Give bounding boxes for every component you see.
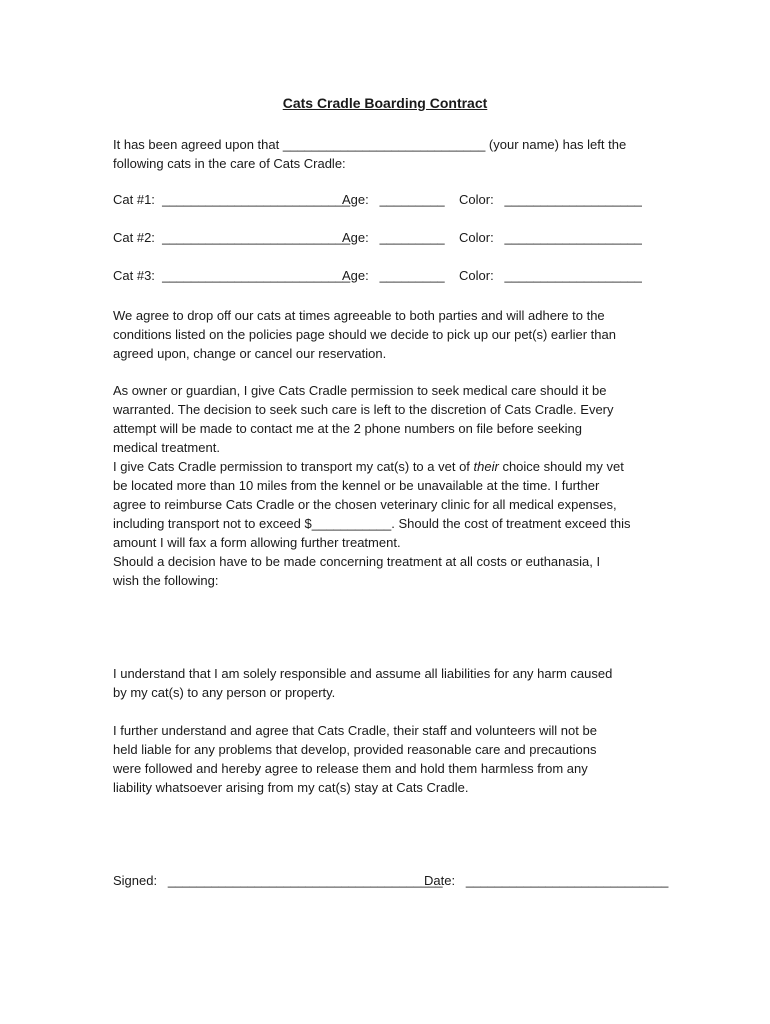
cat-color-field[interactable]: Color: ___________________ (459, 192, 642, 207)
cat-age-field[interactable]: Age: _________ (342, 192, 445, 207)
paragraph-line: I understand that I am solely responsible and assume all liabilities for any harm caused (113, 666, 613, 681)
paragraph-line: medical treatment. (113, 440, 220, 455)
paragraph-line: conditions listed on the policies page should we decide to pick up our pet(s) earlier than (113, 327, 616, 342)
paragraph-line: be located more than 10 miles from the kennel or be unavailable at the time. I further (113, 478, 600, 493)
paragraph-line: As owner or guardian, I give Cats Cradle permission to seek medical care should it be (113, 383, 607, 398)
date-field[interactable]: Date: ____________________________ (424, 873, 669, 888)
paragraph-line: by my cat(s) to any person or property. (113, 685, 336, 700)
paragraph-line: amount I will fax a form allowing further treatment. (113, 535, 401, 550)
paragraph-line: attempt will be made to contact me at the 2 phone numbers on file before seeking (113, 421, 582, 436)
paragraph-line: agreed upon, change or cancel our reservation. (113, 346, 387, 361)
paragraph-line: We agree to drop off our cats at times agreeable to both parties and will adhere to the (113, 308, 605, 323)
cat-row-1 (113, 192, 673, 212)
cat-age-field[interactable]: Age: _________ (342, 268, 445, 283)
signature-row (113, 873, 673, 893)
paragraph-line: including transport not to exceed $___________. Should the cost of treatment exceed this (113, 516, 631, 531)
paragraph-line: warranted. The decision to seek such care is left to the discretion of Cats Cradle. Every (113, 402, 614, 417)
paragraph-line: I further understand and agree that Cats Cradle, their staff and volunteers will not be (113, 723, 597, 738)
intro-paragraph (113, 135, 658, 173)
paragraph-line: liability whatsoever arising from my cat(s) stay at Cats Cradle. (113, 780, 469, 795)
paragraph-line: were followed and hereby agree to release them and hold them harmless from any (113, 761, 588, 776)
cat-name-field[interactable]: Cat #2: __________________________ (113, 230, 351, 245)
transport-text: choice should my vet (498, 459, 624, 474)
cat-color-field[interactable]: Color: ___________________ (459, 230, 642, 245)
intro-line: following cats in the care of Cats Cradle: (113, 156, 346, 171)
medical-paragraph (113, 381, 658, 590)
signature-field[interactable]: Signed: ______________________________________ (113, 873, 443, 888)
intro-line: It has been agreed upon that ____________________________ (your name) has left the (113, 137, 627, 152)
liability-paragraph (113, 664, 658, 702)
cat-row-3 (113, 268, 673, 288)
paragraph-line: held liable for any problems that develop, provided reasonable care and precautions (113, 742, 597, 757)
cat-color-field[interactable]: Color: ___________________ (459, 268, 642, 283)
transport-line (113, 457, 658, 476)
paragraph-line: wish the following: (113, 573, 219, 588)
cat-age-field[interactable]: Age: _________ (342, 230, 445, 245)
document-title: Cats Cradle Boarding Contract (282, 95, 488, 111)
paragraph-line: Should a decision have to be made concerning treatment at all costs or euthanasia, I (113, 554, 601, 569)
transport-emphasis: their (473, 459, 499, 474)
cat-row-2 (113, 230, 673, 250)
paragraph-line: agree to reimburse Cats Cradle or the chosen veterinary clinic for all medical expenses, (113, 497, 617, 512)
transport-text: I give Cats Cradle permission to transport my cat(s) to a vet of (113, 459, 474, 474)
cat-name-field[interactable]: Cat #3: __________________________ (113, 268, 351, 283)
release-paragraph (113, 721, 658, 797)
cat-name-field[interactable]: Cat #1: __________________________ (113, 192, 351, 207)
drop-off-paragraph (113, 306, 658, 363)
